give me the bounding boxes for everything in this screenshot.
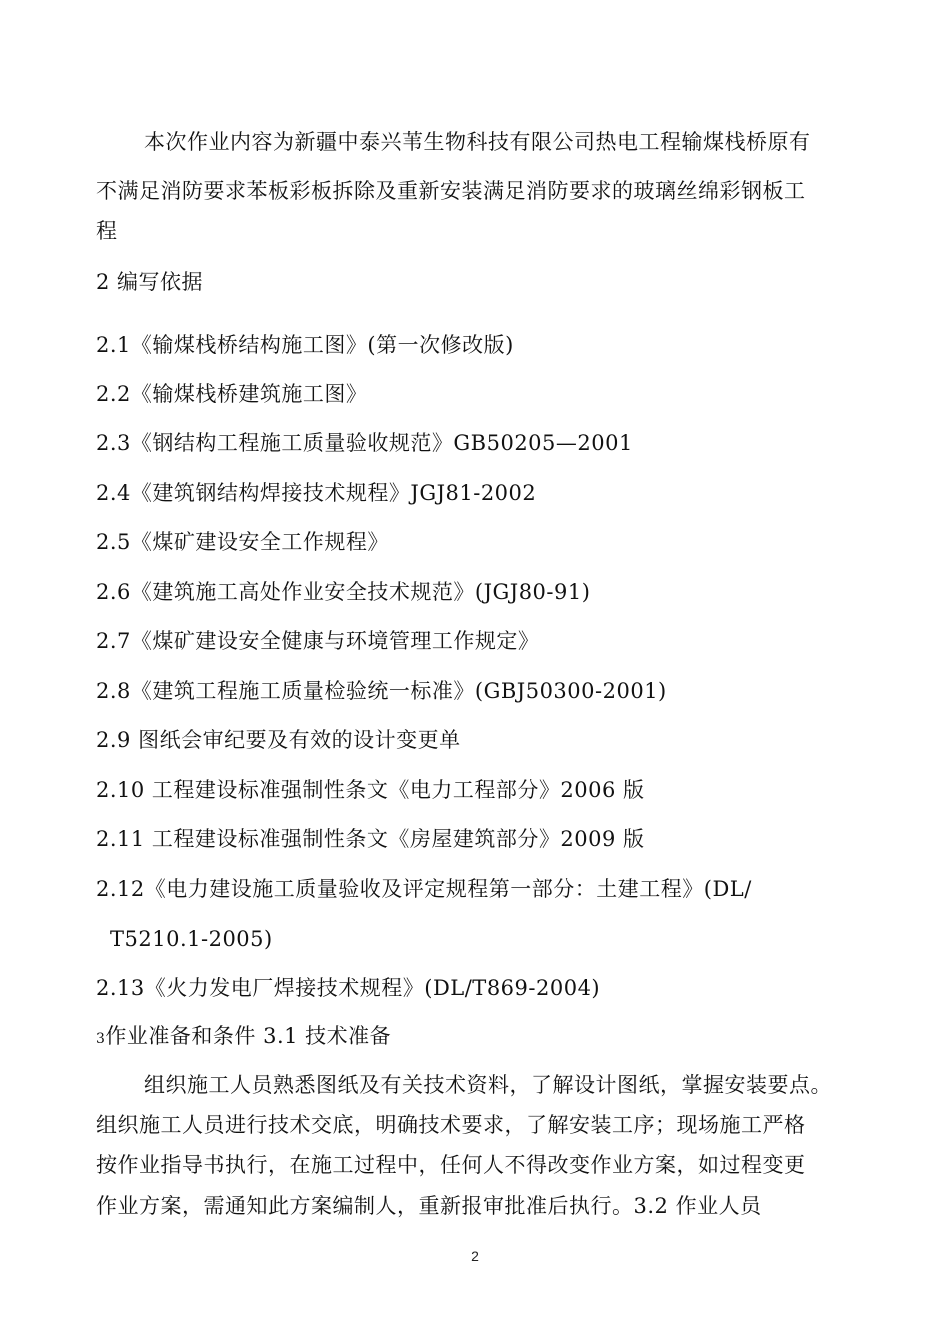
- reference-item-continuation: T5210.1-2005): [110, 927, 273, 951]
- section-3-paragraph-line-2: 组织施工人员进行技术交底，明确技术要求，了解安装工序；现场施工严格: [96, 1113, 806, 1137]
- reference-item: 2.9 图纸会审纪要及有效的设计变更单: [96, 728, 461, 752]
- reference-item: 2.3《钢结构工程施工质量验收规范》GB50205—2001: [96, 431, 633, 455]
- section-2-heading: 2 编写依据: [96, 270, 204, 294]
- intro-line-2: 不满足消防要求苯板彩板拆除及重新安装满足消防要求的玻璃丝绵彩钢板工: [96, 179, 806, 203]
- reference-item: 2.4《建筑钢结构焊接技术规程》JGJ81-2002: [96, 481, 537, 505]
- intro-line-1: 本次作业内容为新疆中泰兴苇生物科技有限公司热电工程输煤栈桥原有: [144, 130, 811, 154]
- reference-item: 2.12《电力建设施工质量验收及评定规程第一部分：土建工程》(DL/: [96, 877, 752, 901]
- reference-item: 2.10 工程建设标准强制性条文《电力工程部分》2006 版: [96, 778, 645, 802]
- reference-item: 2.5《煤矿建设安全工作规程》: [96, 530, 389, 554]
- section-3-title: 作业准备和条件 3.1 技术准备: [105, 1024, 392, 1048]
- page-number: 2: [471, 1248, 479, 1264]
- section-3-paragraph-line-4: 作业方案，需通知此方案编制人，重新报审批准后执行。3.2 作业人员: [96, 1194, 762, 1218]
- reference-item: 2.11 工程建设标准强制性条文《房屋建筑部分》2009 版: [96, 827, 645, 851]
- section-3-paragraph-line-1: 组织施工人员熟悉图纸及有关技术资料，了解设计图纸，掌握安装要点。: [144, 1073, 832, 1097]
- section-3-number: 3: [96, 1031, 106, 1047]
- reference-item: 2.8《建筑工程施工质量检验统一标准》(GBJ50300-2001): [96, 679, 667, 703]
- reference-item: 2.13《火力发电厂焊接技术规程》(DL/T869-2004): [96, 976, 601, 1000]
- reference-item: 2.1《输煤栈桥结构施工图》(第一次修改版): [96, 333, 514, 357]
- section-3-paragraph-line-3: 按作业指导书执行，在施工过程中，任何人不得改变作业方案，如过程变更: [96, 1153, 806, 1177]
- section-3-heading: [96, 1022, 391, 1053]
- reference-item: 2.6《建筑施工高处作业安全技术规范》(JGJ80-91): [96, 580, 591, 604]
- reference-item: 2.7《煤矿建设安全健康与环境管理工作规定》: [96, 629, 540, 653]
- reference-item: 2.2《输煤栈桥建筑施工图》: [96, 382, 368, 406]
- intro-line-3: 程: [96, 219, 118, 243]
